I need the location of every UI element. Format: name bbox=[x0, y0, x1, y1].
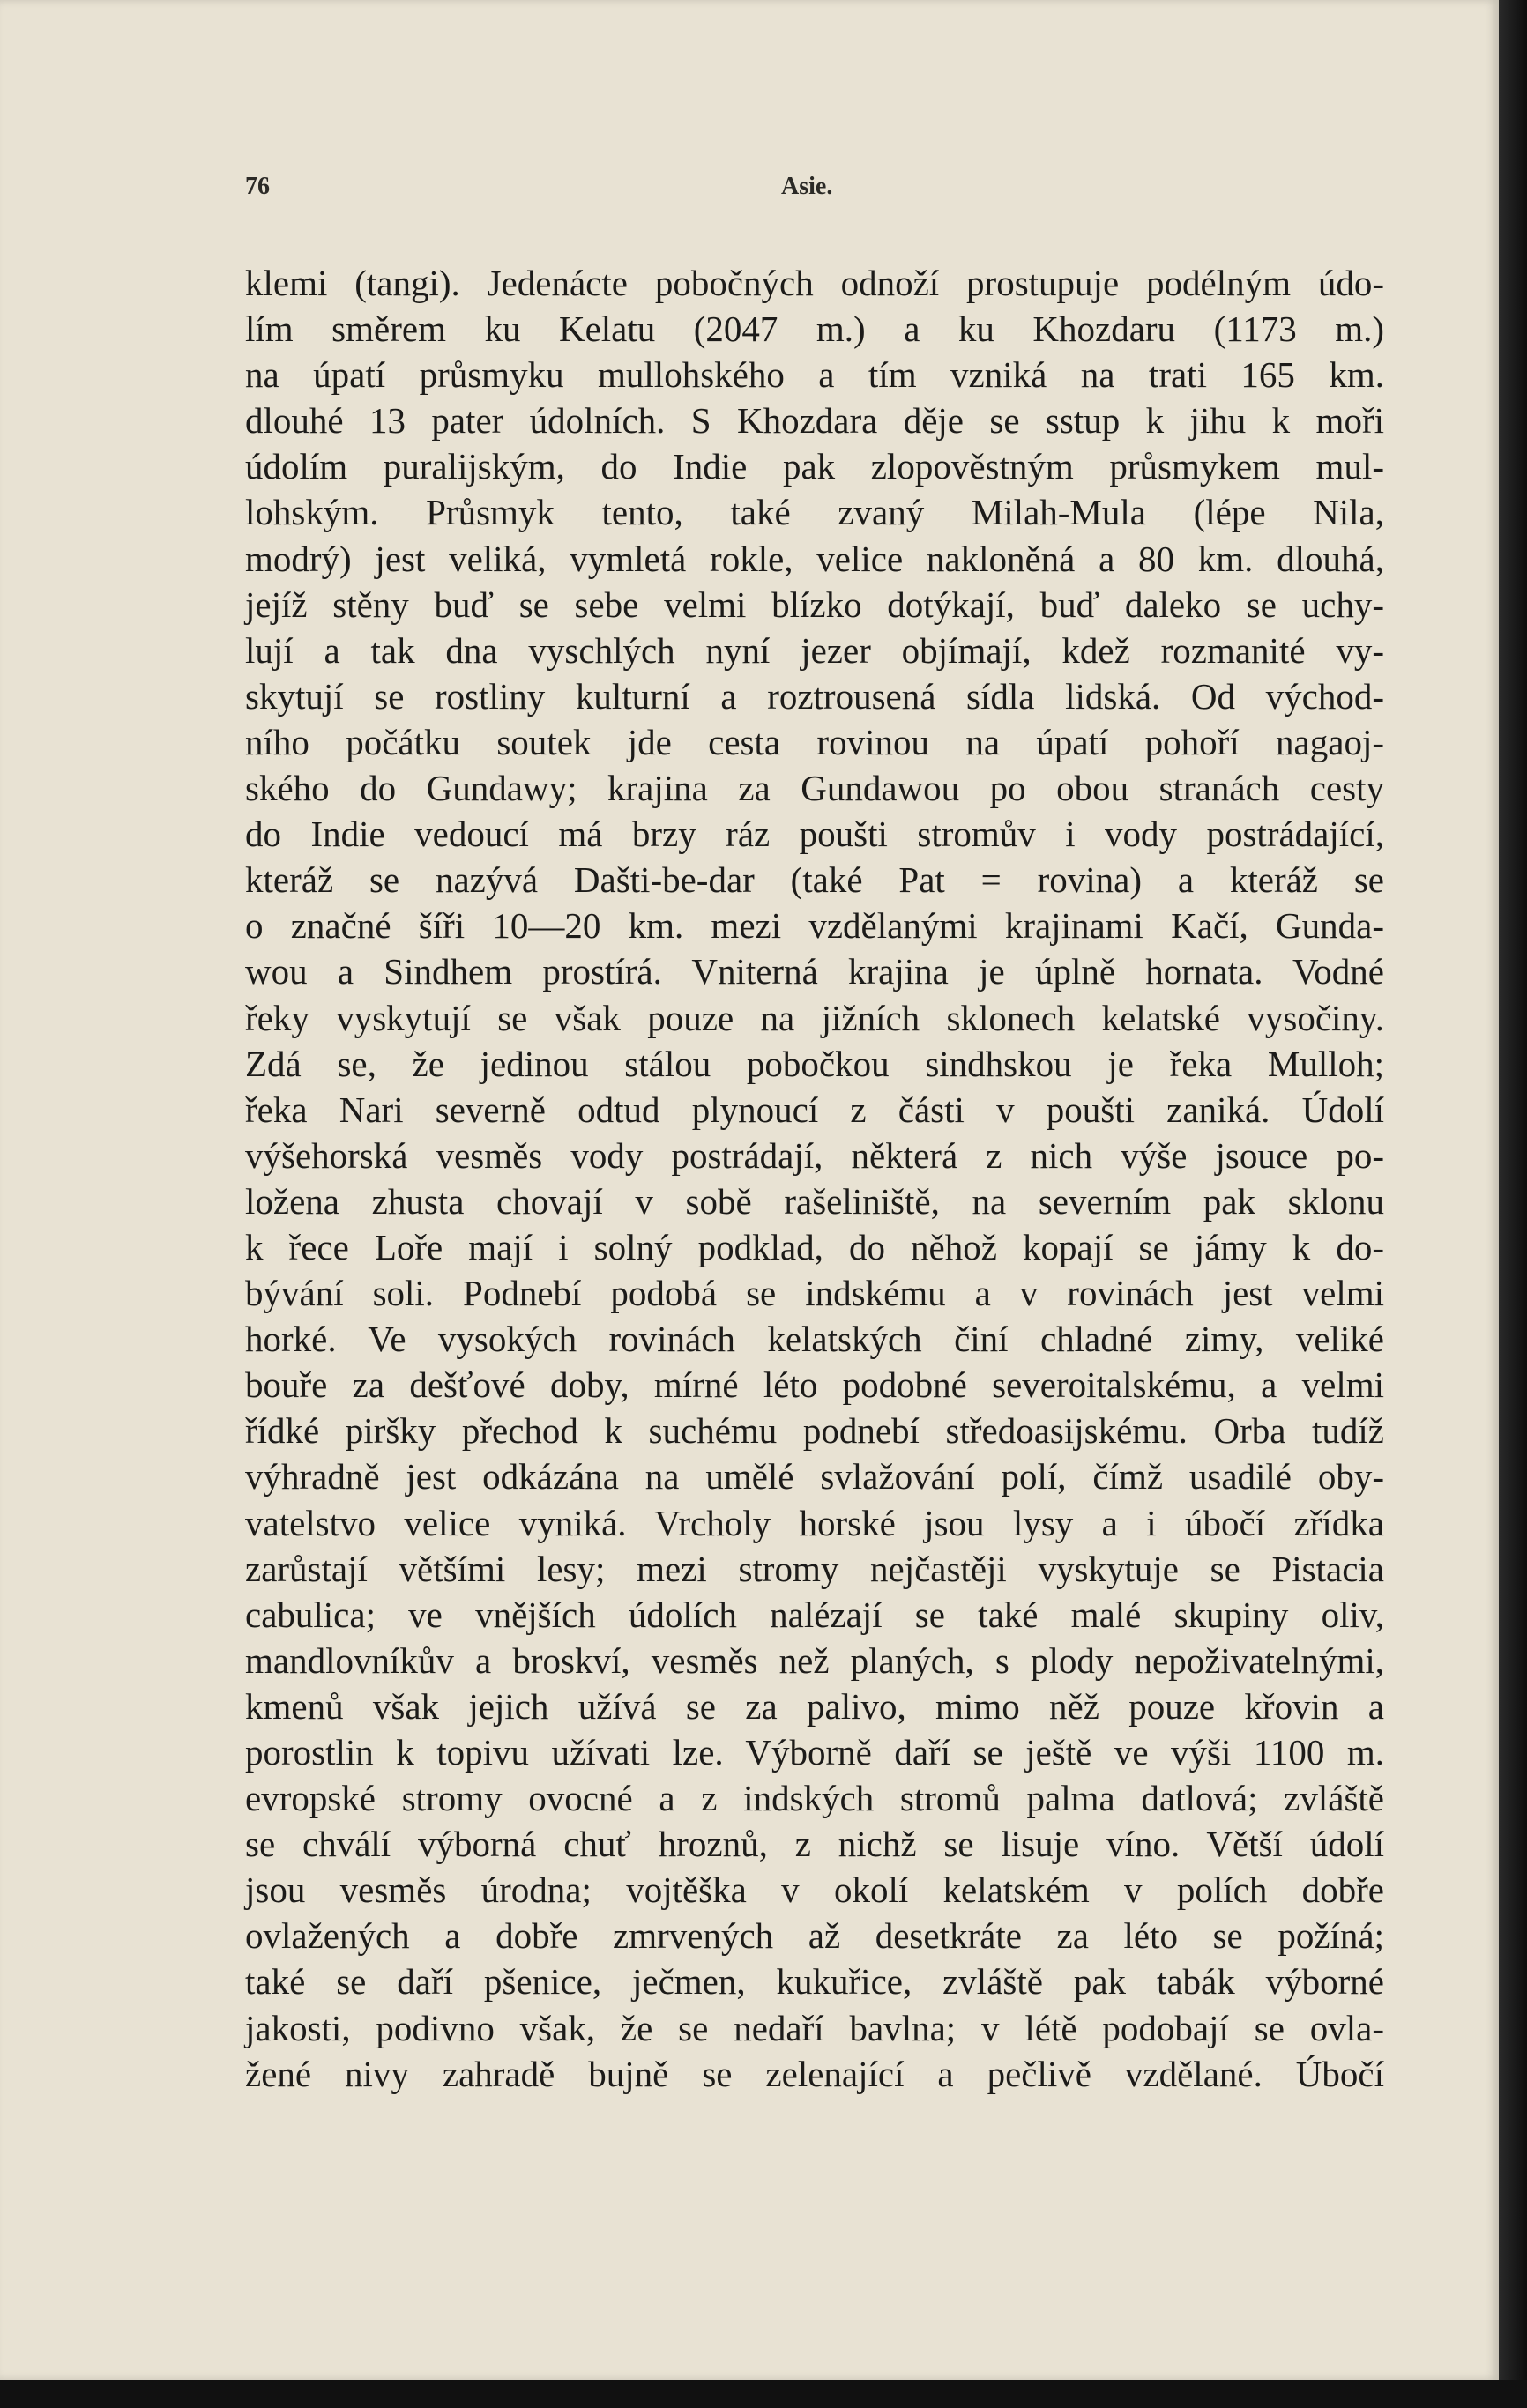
text-line: také se daří pšenice, ječmen, kukuřice, zvláště pak tabák výborné bbox=[245, 1961, 1384, 2003]
running-head: Asie. bbox=[781, 173, 833, 200]
text-line: řeka Nari severně odtud plynoucí z části v poušti zaniká. Údolí bbox=[245, 1089, 1384, 1130]
text-line: k řece Loře mají i solný podklad, do něhož kopají se jámy k do- bbox=[245, 1226, 1384, 1267]
text-line: ovlažených a dobře zmrvených až desetkráte za léto se požíná; bbox=[245, 1915, 1384, 1957]
text-line: lohským. Průsmyk tento, také zvaný Milah-Mula (lépe Nila, bbox=[245, 492, 1384, 533]
text-line: kmenů však jejich užívá se za palivo, mimo něž pouze křovin a bbox=[245, 1685, 1384, 1727]
text-line: skytují se rostliny kulturní a roztrousená sídla lidská. Od východ- bbox=[245, 675, 1384, 717]
text-line: řídké piršky přechod k suchému podnebí středoasijskému. Orba tudíž bbox=[245, 1410, 1384, 1452]
text-line: evropské stromy ovocné a z indských stromů palma datlová; zvláště bbox=[245, 1778, 1384, 1819]
text-line: wou a Sindhem prostírá. Vniterná krajina je úplně hornata. Vodné bbox=[245, 951, 1384, 992]
text-line: ního počátku soutek jde cesta rovinou na úpatí pohoří nagaoj- bbox=[245, 721, 1384, 762]
text-line: údolím puralijským, do Indie pak zlopověstným průsmykem mul- bbox=[245, 446, 1384, 487]
text-line: o značné šíři 10—20 km. mezi vzdělanými krajinami Kačí, Gunda- bbox=[245, 905, 1384, 947]
text-line: jejíž stěny buď se sebe velmi blízko dotýkají, buď daleko se uchy- bbox=[245, 583, 1384, 625]
page-number: 76 bbox=[245, 173, 270, 200]
text-line: klemi (tangi). Jedenácte pobočných odnoží prostupuje podélným údo- bbox=[245, 263, 1384, 303]
text-line: dlouhé 13 pater údolních. S Khozdara děje se sstup k jihu k moři bbox=[245, 400, 1384, 442]
book-spine-edge bbox=[1499, 0, 1527, 2408]
text-line: žené nivy zahradě bujně se zelenající a pečlivě vzdělané. Úbočí bbox=[245, 2053, 1384, 2094]
text-line: výhradně jest odkázána na umělé svlažování polí, čímž usadilé oby- bbox=[245, 1456, 1384, 1498]
text-line: jsou vesměs úrodna; vojtěška v okolí kelatském v polích dobře bbox=[245, 1869, 1384, 1911]
text-line: cabulica; ve vnějších údolích nalézají se také malé skupiny oliv, bbox=[245, 1594, 1384, 1635]
text-line: horké. Ve vysokých rovinách kelatských činí chladné zimy, veliké bbox=[245, 1319, 1384, 1360]
text-line: mandlovníkův a broskví, vesměs než planých, s plody nepoživatelnými, bbox=[245, 1639, 1384, 1681]
text-line: řeky vyskytují se však pouze na jižních sklonech kelatské vysočiny. bbox=[245, 997, 1384, 1038]
text-line: lují a tak dna vyschlých nyní jezer objímají, kdež rozmanité vy- bbox=[245, 629, 1384, 671]
text-line: porostlin k topivu užívati lze. Výborně daří se ještě ve výši 1100 m. bbox=[245, 1732, 1384, 1773]
text-line: ského do Gundawy; krajina za Gundawou po obou stranách cesty bbox=[245, 768, 1384, 809]
text-line: vatelstvo velice vyniká. Vrcholy horské jsou lysy a i úbočí zřídka bbox=[245, 1502, 1384, 1543]
body-text bbox=[245, 260, 1384, 2097]
text-line: ložena zhusta chovají v sobě rašeliniště, na severním pak sklonu bbox=[245, 1180, 1384, 1222]
text-line: kteráž se nazývá Dašti-be-dar (také Pat = rovina) a kteráž se bbox=[245, 859, 1384, 901]
text-line: bývání soli. Podnebí podobá se indskému a v rovinách jest velmi bbox=[245, 1273, 1384, 1314]
text-line: se chválí výborná chuť hroznů, z nichž se lisuje víno. Větší údolí bbox=[245, 1824, 1384, 1865]
text-line: lím směrem ku Kelatu (2047 m.) a ku Khozdaru (1173 m.) bbox=[245, 308, 1384, 350]
text-line: jakosti, podivno však, že se nedaří bavlna; v létě podobají se ovla- bbox=[245, 2007, 1384, 2048]
page-header bbox=[245, 173, 1384, 208]
scan-bottom-edge bbox=[0, 2380, 1527, 2408]
text-line: na úpatí průsmyku mullohského a tím vzniká na trati 165 km. bbox=[245, 354, 1384, 396]
text-line: bouře za dešťové doby, mírné léto podobné severoitalskému, a velmi bbox=[245, 1364, 1384, 1406]
text-line: zarůstají většími lesy; mezi stromy nejčastěji vyskytuje se Pistacia bbox=[245, 1548, 1384, 1589]
text-line: výšehorská vesměs vody postrádají, některá z nich výše jsouce po- bbox=[245, 1134, 1384, 1176]
text-line: modrý) jest veliká, vymletá rokle, velice nakloněná a 80 km. dlouhá, bbox=[245, 538, 1384, 579]
text-line: do Indie vedoucí má brzy ráz poušti stromův i vody postrádající, bbox=[245, 814, 1384, 855]
text-line: Zdá se, že jedinou stálou pobočkou sindhskou je řeka Mulloh; bbox=[245, 1043, 1384, 1084]
